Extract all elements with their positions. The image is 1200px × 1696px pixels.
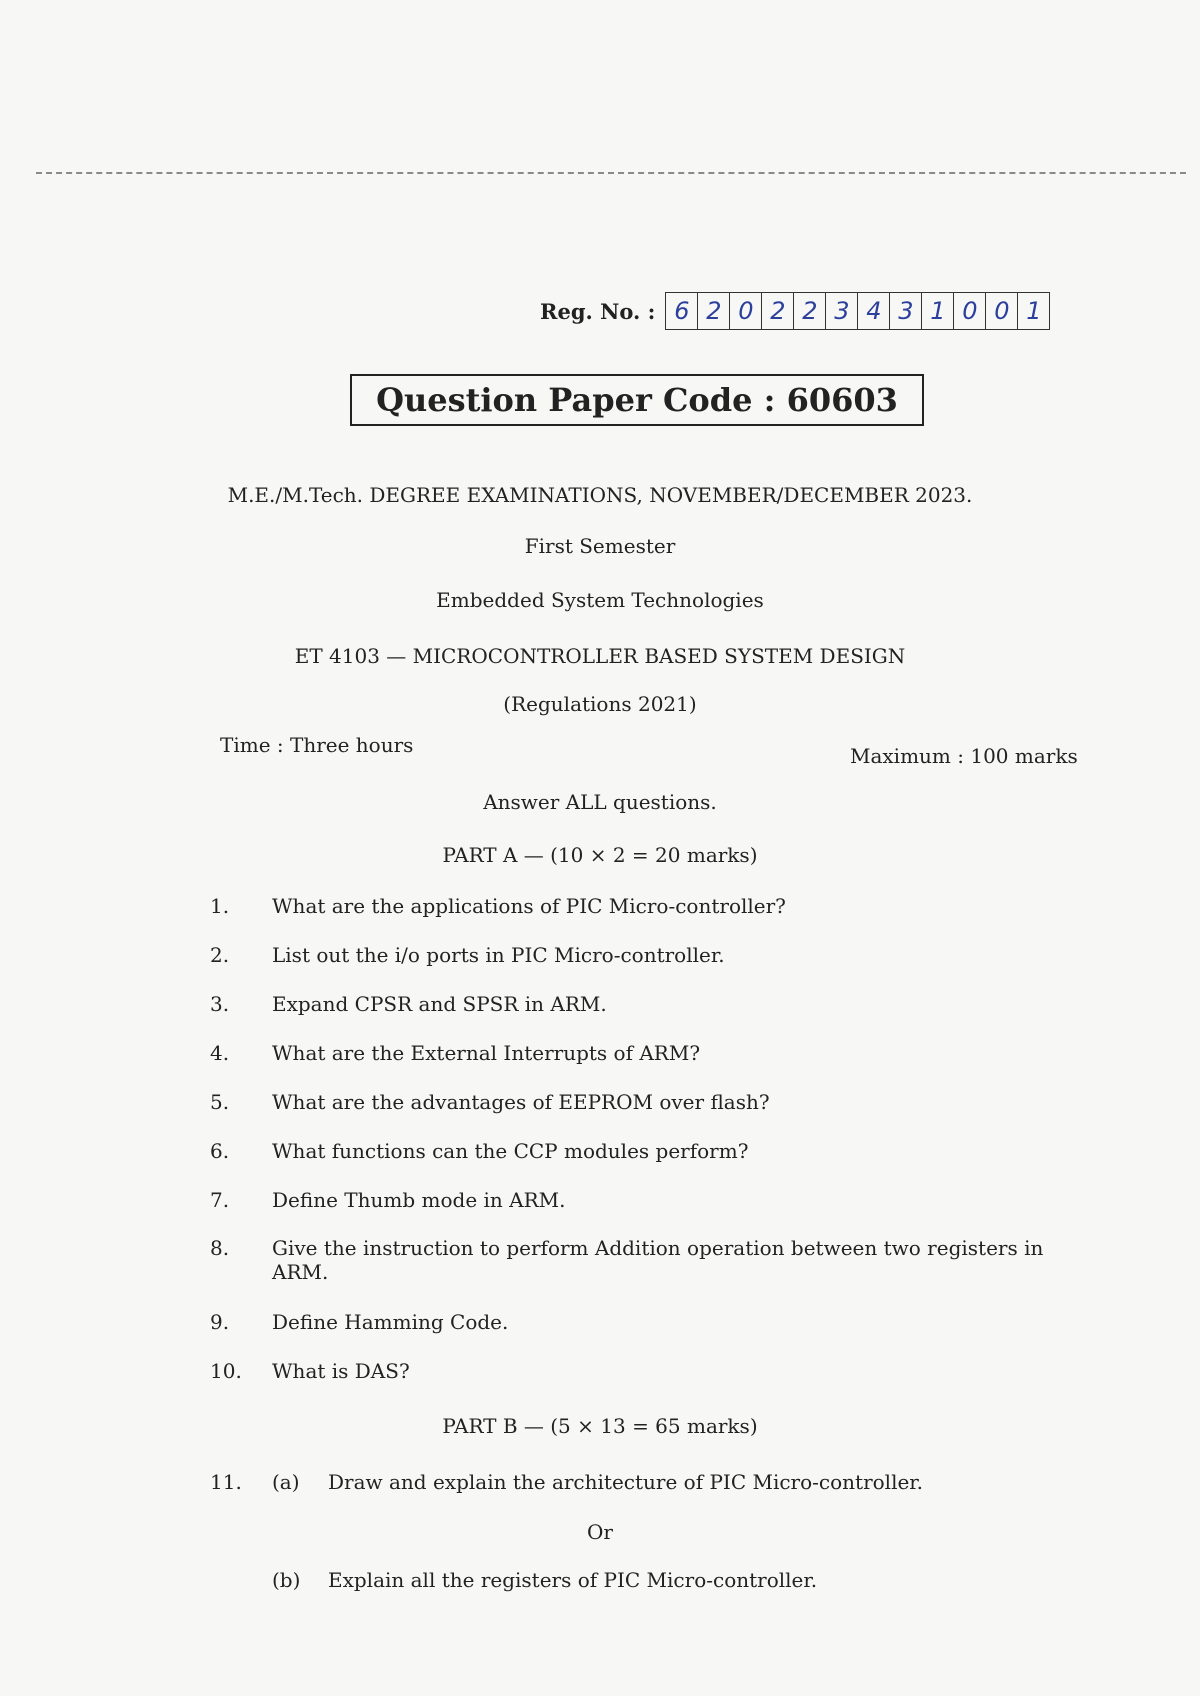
reg-label: Reg. No. : xyxy=(540,298,656,324)
max-marks: Maximum : 100 marks xyxy=(850,744,1078,768)
question-text: Explain all the registers of PIC Micro-controller. xyxy=(328,1568,818,1592)
reg-digit: 0 xyxy=(986,293,1018,329)
question-number: 4. xyxy=(210,1041,230,1065)
reg-digit: 1 xyxy=(1026,297,1042,325)
question-text: What functions can the CCP modules perform? xyxy=(272,1139,749,1163)
question-item xyxy=(210,894,1080,918)
subject: ET 4103 — MICROCONTROLLER BASED SYSTEM DESIGN xyxy=(294,644,906,668)
question-number-spacer xyxy=(210,1568,272,1592)
question-item xyxy=(210,1359,1080,1383)
reg-digit: 3 xyxy=(826,293,858,329)
question-text: List out the i/o ports in PIC Micro-controller. xyxy=(272,943,725,967)
question-number: 6. xyxy=(210,1139,230,1163)
reg-digit: 0 xyxy=(954,293,986,329)
divider-line xyxy=(36,172,1186,174)
reg-digit: 2 xyxy=(762,293,794,329)
question-number: 5. xyxy=(210,1090,230,1114)
question-text: What are the External Interrupts of ARM? xyxy=(272,1041,701,1065)
semester: First Semester xyxy=(524,534,676,558)
question-text: Give the instruction to perform Addition operation between two registers in ARM. xyxy=(272,1236,1044,1284)
question-number: 2. xyxy=(210,943,230,967)
question-item xyxy=(210,1310,1080,1334)
reg-digit: 0 xyxy=(730,293,762,329)
sub-question-label: (b) xyxy=(272,1568,301,1592)
question-number: 10. xyxy=(210,1359,242,1383)
question-item xyxy=(210,943,1080,967)
registration-number xyxy=(540,292,1050,330)
reg-digit-boxes xyxy=(665,292,1050,330)
reg-digit: 3 xyxy=(890,293,922,329)
reg-digit: 6 xyxy=(666,293,698,329)
or-separator: Or xyxy=(587,1520,613,1544)
time-allowed: Time : Three hours xyxy=(220,733,414,757)
question-item xyxy=(210,1139,1080,1163)
reg-digit: 2 xyxy=(794,293,826,329)
question-number: 3. xyxy=(210,992,230,1016)
question-item xyxy=(210,1090,1080,1114)
question-item xyxy=(210,1470,1080,1494)
question-number: 7. xyxy=(210,1188,230,1212)
question-number: 11. xyxy=(210,1470,242,1494)
instructions: Answer ALL questions. xyxy=(483,790,717,814)
branch: Embedded System Technologies xyxy=(436,588,764,612)
question-item xyxy=(210,1188,1080,1212)
question-item xyxy=(210,992,1080,1016)
reg-digit: 4 xyxy=(858,293,890,329)
sub-question-label: (a) xyxy=(272,1470,300,1494)
question-item xyxy=(210,1568,1080,1592)
part-b-title: PART B — (5 × 13 = 65 marks) xyxy=(442,1414,758,1438)
question-text: What is DAS? xyxy=(272,1359,410,1383)
question-number: 9. xyxy=(210,1310,230,1334)
reg-digit: 2 xyxy=(698,293,730,329)
question-text: What are the advantages of EEPROM over flash? xyxy=(272,1090,770,1114)
reg-digit: 1 xyxy=(922,293,954,329)
exam-title: M.E./M.Tech. DEGREE EXAMINATIONS, NOVEMBER/DECEMBER 2023. xyxy=(227,483,973,507)
question-text: What are the applications of PIC Micro-controller? xyxy=(272,894,786,918)
question-text: Define Thumb mode in ARM. xyxy=(272,1188,566,1212)
question-text: Define Hamming Code. xyxy=(272,1310,509,1334)
question-number: 8. xyxy=(210,1236,230,1260)
question-item xyxy=(210,1041,1080,1065)
part-a-title: PART A — (10 × 2 = 20 marks) xyxy=(442,843,758,867)
question-paper-code: Question Paper Code : 60603 xyxy=(350,374,924,426)
question-text: Expand CPSR and SPSR in ARM. xyxy=(272,992,607,1016)
regulations: (Regulations 2021) xyxy=(503,692,697,716)
question-number: 1. xyxy=(210,894,230,918)
question-text: Draw and explain the architecture of PIC Micro-controller. xyxy=(328,1470,924,1494)
question-item xyxy=(210,1236,1080,1284)
